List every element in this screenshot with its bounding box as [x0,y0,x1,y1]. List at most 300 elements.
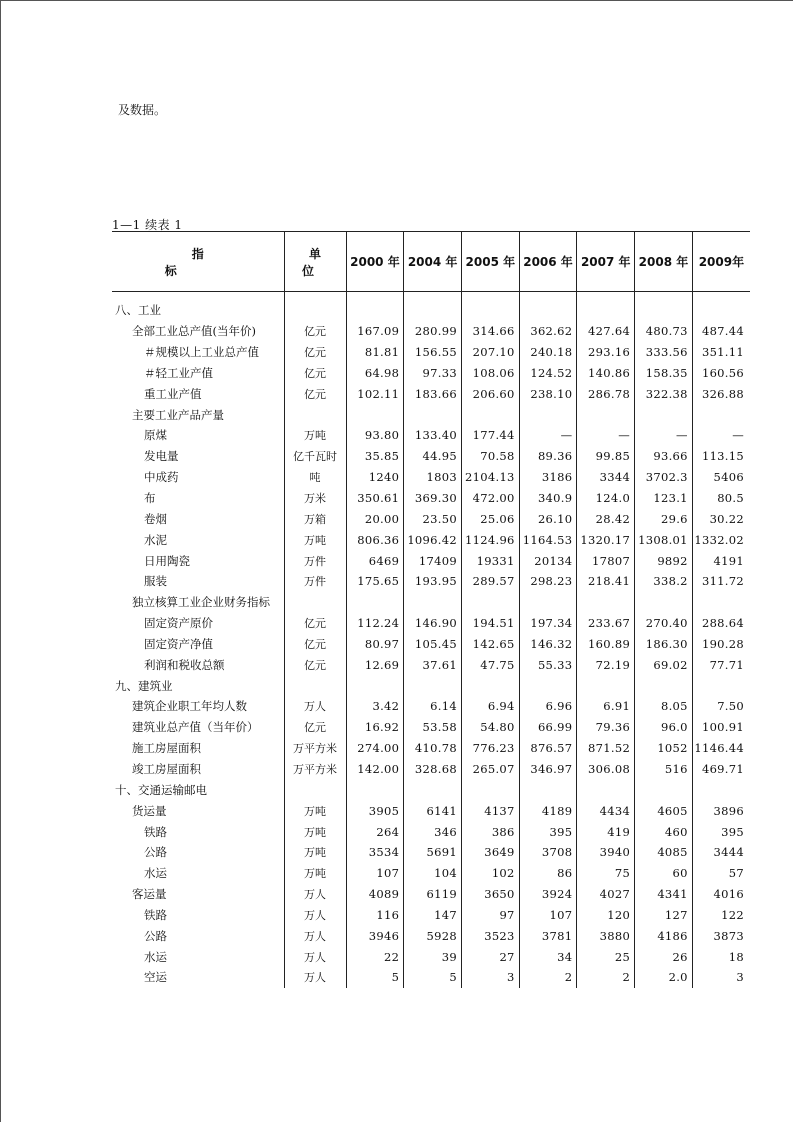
row-value [519,592,577,613]
row-value: 100.91 [692,717,750,738]
row-value: 104 [404,863,462,884]
row-value: 4137 [461,800,519,821]
row-unit [284,779,346,800]
table-row [112,425,750,446]
row-value: 3.42 [346,696,404,717]
row-value: 102.11 [346,383,404,404]
row-value: 44.95 [404,446,462,467]
row-indicator-label: 水运 [144,949,167,964]
row-value: 80.97 [346,634,404,655]
row-value: 460 [635,821,693,842]
row-value: 124.52 [519,363,577,384]
row-value: 183.66 [404,383,462,404]
row-value: — [635,425,693,446]
row-value: 107 [346,863,404,884]
table-row [112,967,750,988]
row-value: 1240 [346,467,404,488]
row-value: 60 [635,863,693,884]
row-indicator-label: ＃轻工业产值 [144,365,213,380]
row-indicator-label: 十、交通运输邮电 [115,782,207,797]
table-row [112,821,750,842]
row-value: 395 [519,821,577,842]
header-unit [284,232,346,292]
row-value: 1124.96 [461,529,519,550]
row-value: 140.86 [577,363,635,384]
row-value [519,675,577,696]
row-value: 265.07 [461,759,519,780]
header-indicator [112,232,284,292]
row-value: 3905 [346,800,404,821]
row-value: 3534 [346,842,404,863]
row-value [692,675,750,696]
row-value: 124.0 [577,488,635,509]
row-indicator-label: 八、工业 [115,303,161,318]
table-row [112,946,750,967]
row-value [346,675,404,696]
row-value: 97 [461,904,519,925]
table-caption: 1—1 续表 1 [112,218,183,232]
row-value [577,404,635,425]
row-unit: 万吨 [284,863,346,884]
row-unit: 万人 [284,884,346,905]
row-value: 876.57 [519,738,577,759]
row-indicator-label: 空运 [144,970,167,985]
row-value: 25 [577,946,635,967]
row-unit: 亿元 [284,383,346,404]
row-indicator-label: 主要工业产品产量 [132,407,224,422]
row-value: 28.42 [577,508,635,529]
header-indicator-label: 指标 [164,246,258,278]
row-value: 35.85 [346,446,404,467]
row-value: 64.98 [346,363,404,384]
row-unit: 万吨 [284,800,346,821]
row-unit: 万人 [284,696,346,717]
row-value: 72.19 [577,654,635,675]
row-value: 314.66 [461,321,519,342]
row-value: 6.96 [519,696,577,717]
row-value [346,292,404,321]
row-value [692,404,750,425]
row-value: 2 [577,967,635,988]
row-unit: 亿元 [284,342,346,363]
row-value: 487.44 [692,321,750,342]
row-value: 776.23 [461,738,519,759]
row-value: 386 [461,821,519,842]
row-value: 97.33 [404,363,462,384]
row-value: 4027 [577,884,635,905]
page-border-top [0,0,793,1]
row-value: 9892 [635,550,693,571]
table-row [112,654,750,675]
row-value: 346 [404,821,462,842]
row-value [692,779,750,800]
row-value [404,779,462,800]
row-unit: 亿元 [284,321,346,342]
row-indicator-label: 重工业产值 [144,386,202,401]
row-value [692,292,750,321]
row-value: 3 [692,967,750,988]
row-value [346,779,404,800]
row-value: 53.58 [404,717,462,738]
row-unit: 吨 [284,467,346,488]
row-value [346,592,404,613]
header-year-2009: 2009年 [692,232,750,292]
row-value: 147 [404,904,462,925]
row-value: 156.55 [404,342,462,363]
row-value: 7.50 [692,696,750,717]
row-value [404,404,462,425]
row-value: 17409 [404,550,462,571]
row-value: 274.00 [346,738,404,759]
row-value: 29.6 [635,508,693,529]
row-value: 158.35 [635,363,693,384]
row-value: — [519,425,577,446]
row-value [461,292,519,321]
row-value: 3650 [461,884,519,905]
row-value: 133.40 [404,425,462,446]
row-value: 113.15 [692,446,750,467]
header-year-2000: 2000 年 [346,232,404,292]
row-indicator-label: 独立核算工业企业财务指标 [132,595,270,610]
header-year-2006: 2006 年 [519,232,577,292]
row-value: — [692,425,750,446]
row-value: 233.67 [577,613,635,634]
row-value: 79.36 [577,717,635,738]
row-value: 123.1 [635,488,693,509]
table-row [112,321,750,342]
row-value [346,404,404,425]
row-value: 177.44 [461,425,519,446]
row-value: 120 [577,904,635,925]
row-value: 206.60 [461,383,519,404]
row-value: 37.61 [404,654,462,675]
row-value: 66.99 [519,717,577,738]
row-value: 3649 [461,842,519,863]
row-value: 81.81 [346,342,404,363]
table-row [112,800,750,821]
row-value: 3702.3 [635,467,693,488]
row-value: 47.75 [461,654,519,675]
row-value: 108.06 [461,363,519,384]
row-value [635,779,693,800]
row-value: 3880 [577,925,635,946]
table-row [112,717,750,738]
row-indicator-label: 竣工房屋面积 [132,761,201,776]
row-value: 4434 [577,800,635,821]
row-value: 27 [461,946,519,967]
row-value: 1164.53 [519,529,577,550]
table-row [112,363,750,384]
row-value: 194.51 [461,613,519,634]
row-value: 6119 [404,884,462,905]
row-value [635,675,693,696]
row-value: 25.06 [461,508,519,529]
row-value: 93.66 [635,446,693,467]
row-value: 871.52 [577,738,635,759]
row-value: 6.94 [461,696,519,717]
row-value: 326.88 [692,383,750,404]
table-row [112,904,750,925]
row-unit: 万人 [284,946,346,967]
table-row [112,292,750,321]
row-unit: 万米 [284,488,346,509]
row-indicator-label: 建筑业总产值（当年价） [132,720,259,735]
row-value: 5 [404,967,462,988]
table-row [112,404,750,425]
row-value: 1803 [404,467,462,488]
table-row [112,863,750,884]
row-value: 5406 [692,467,750,488]
row-value: 472.00 [461,488,519,509]
row-value: 2104.13 [461,467,519,488]
row-value: 57 [692,863,750,884]
row-value: 80.5 [692,488,750,509]
row-value: 1096.42 [404,529,462,550]
row-unit: 亿元 [284,363,346,384]
row-unit: 万吨 [284,821,346,842]
row-value: 2.0 [635,967,693,988]
row-value: 288.64 [692,613,750,634]
table-row [112,488,750,509]
header-year-2008: 2008 年 [635,232,693,292]
row-unit: 万吨 [284,425,346,446]
header-year-2004: 2004 年 [404,232,462,292]
row-value: 351.11 [692,342,750,363]
row-value: 22 [346,946,404,967]
row-value: 20.00 [346,508,404,529]
row-indicator-label: 铁路 [144,907,167,922]
row-value: 19331 [461,550,519,571]
row-unit: 亿元 [284,634,346,655]
row-value: 293.16 [577,342,635,363]
row-indicator-label: 卷烟 [144,511,167,526]
row-value [461,675,519,696]
row-value: 5691 [404,842,462,863]
row-indicator-label: 客运量 [132,887,167,902]
row-unit: 亿千瓦时 [284,446,346,467]
row-value: 419 [577,821,635,842]
table-row [112,529,750,550]
row-value: 6469 [346,550,404,571]
row-value [461,779,519,800]
row-unit [284,404,346,425]
row-value [577,675,635,696]
row-value [404,592,462,613]
row-value: 146.32 [519,634,577,655]
row-value: 3523 [461,925,519,946]
row-value: 197.34 [519,613,577,634]
row-value: 338.2 [635,571,693,592]
row-value: 75 [577,863,635,884]
row-indicator-label: 建筑企业职工年均人数 [132,699,247,714]
row-value: 142.00 [346,759,404,780]
row-value: 427.64 [577,321,635,342]
row-value: — [577,425,635,446]
table-row [112,675,750,696]
row-value: 146.90 [404,613,462,634]
row-indicator-label: 九、建筑业 [115,678,173,693]
table-header [112,232,750,292]
row-value: 469.71 [692,759,750,780]
row-value: 93.80 [346,425,404,446]
row-unit [284,675,346,696]
row-value: 5928 [404,925,462,946]
row-indicator-label: 服装 [144,574,167,589]
row-indicator-label: 货运量 [132,803,167,818]
row-value [519,292,577,321]
row-value: 1146.44 [692,738,750,759]
row-value [635,292,693,321]
intro-text: 及数据。 [118,103,167,117]
row-value: 4191 [692,550,750,571]
row-value [692,592,750,613]
row-unit: 万平方米 [284,759,346,780]
row-value: 1320.17 [577,529,635,550]
row-value [404,675,462,696]
row-value: 18 [692,946,750,967]
row-unit: 亿元 [284,654,346,675]
row-value: 3186 [519,467,577,488]
row-value: 142.65 [461,634,519,655]
row-value: 289.57 [461,571,519,592]
row-indicator-label: 施工房屋面积 [132,741,201,756]
row-value: 70.58 [461,446,519,467]
row-value: 122 [692,904,750,925]
table-row [112,696,750,717]
row-value: 270.40 [635,613,693,634]
row-indicator-label: 公路 [144,928,167,943]
row-value: 12.69 [346,654,404,675]
row-value: 1332.02 [692,529,750,550]
row-value: 175.65 [346,571,404,592]
row-value: 105.45 [404,634,462,655]
row-value: 3896 [692,800,750,821]
row-value: 207.10 [461,342,519,363]
row-value: 54.80 [461,717,519,738]
row-value [577,592,635,613]
row-value: 480.73 [635,321,693,342]
row-indicator-label: 全部工业总产值(当年价) [132,324,256,339]
row-value: 26.10 [519,508,577,529]
statistics-table [112,231,750,988]
row-value: 4605 [635,800,693,821]
row-indicator-label: 固定资产净值 [144,636,213,651]
row-indicator-label: 布 [144,491,156,506]
row-value: 340.9 [519,488,577,509]
row-indicator-label: 发电量 [144,449,179,464]
table-row [112,759,750,780]
row-indicator-label: 固定资产原价 [144,616,213,631]
row-value: 328.68 [404,759,462,780]
row-value: 116 [346,904,404,925]
row-value: 186.30 [635,634,693,655]
table-row [112,779,750,800]
row-value: 1308.01 [635,529,693,550]
row-unit: 亿元 [284,613,346,634]
row-indicator-label: 水运 [144,866,167,881]
row-value: 3344 [577,467,635,488]
row-value: 286.78 [577,383,635,404]
table-row [112,884,750,905]
row-value: 30.22 [692,508,750,529]
row-value: 55.33 [519,654,577,675]
row-value: 333.56 [635,342,693,363]
row-unit: 万件 [284,550,346,571]
row-value: 306.08 [577,759,635,780]
row-value [635,404,693,425]
row-unit: 万件 [284,571,346,592]
header-year-2007: 2007 年 [577,232,635,292]
row-value: 34 [519,946,577,967]
row-value: 311.72 [692,571,750,592]
table-row [112,342,750,363]
row-indicator-label: 原煤 [144,428,167,443]
row-value: 190.28 [692,634,750,655]
row-value: 280.99 [404,321,462,342]
row-value: 26 [635,946,693,967]
table-row [112,842,750,863]
row-indicator-label: 利润和税收总额 [144,657,225,672]
row-value: 264 [346,821,404,842]
table-row [112,925,750,946]
row-indicator-label: 日用陶瓷 [144,553,190,568]
row-value: 4341 [635,884,693,905]
table-row [112,613,750,634]
row-value: 23.50 [404,508,462,529]
row-value: 167.09 [346,321,404,342]
row-value: 99.85 [577,446,635,467]
row-value: 127 [635,904,693,925]
row-value: 112.24 [346,613,404,634]
row-value: 3781 [519,925,577,946]
row-value: 3924 [519,884,577,905]
row-value [461,592,519,613]
row-value: 77.71 [692,654,750,675]
header-unit-label: 单位 [302,246,336,278]
row-indicator-label: ＃规模以上工业总产值 [144,345,259,360]
table-row [112,634,750,655]
row-value: 6141 [404,800,462,821]
row-value: 86 [519,863,577,884]
row-unit: 万吨 [284,529,346,550]
row-value [577,292,635,321]
row-value [577,779,635,800]
row-indicator-label: 水泥 [144,532,167,547]
row-value: 346.97 [519,759,577,780]
row-value: 89.36 [519,446,577,467]
row-value: 238.10 [519,383,577,404]
row-unit: 万人 [284,967,346,988]
row-value: 4189 [519,800,577,821]
row-value [519,779,577,800]
row-unit: 万人 [284,925,346,946]
row-value: 369.30 [404,488,462,509]
row-unit: 万人 [284,904,346,925]
table-row [112,550,750,571]
row-value: 3873 [692,925,750,946]
row-value: 322.38 [635,383,693,404]
row-value: 240.18 [519,342,577,363]
row-value: 3946 [346,925,404,946]
row-value: 395 [692,821,750,842]
row-value: 96.0 [635,717,693,738]
row-value: 4016 [692,884,750,905]
row-value: 2 [519,967,577,988]
row-value: 4186 [635,925,693,946]
row-unit: 万吨 [284,842,346,863]
row-value: 3708 [519,842,577,863]
row-value: 410.78 [404,738,462,759]
